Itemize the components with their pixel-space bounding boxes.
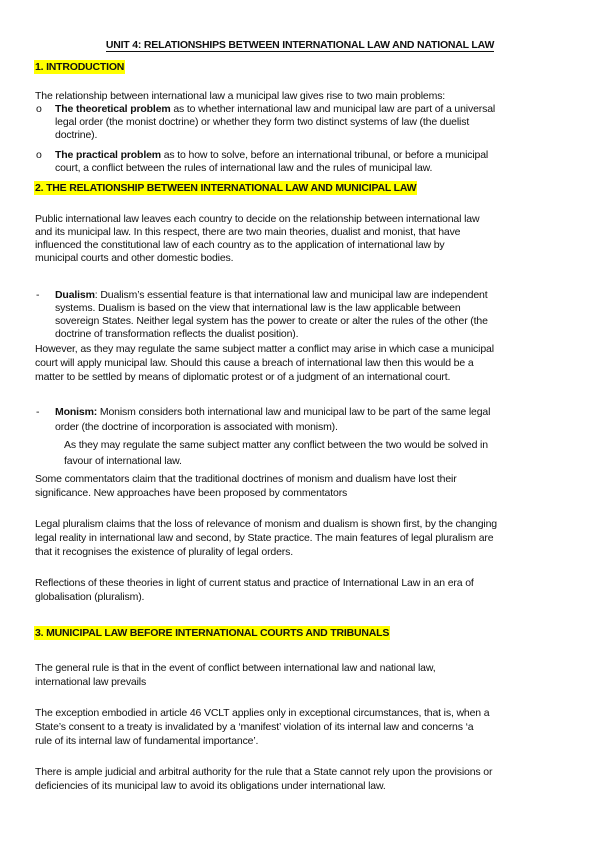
paragraph-line: Some commentators claim that the traditional doctrines of monism and dualism have lost their <box>35 473 457 485</box>
monism-line: favour of international law. <box>64 455 182 467</box>
circle-bullet-icon: o <box>36 149 42 161</box>
page-title: UNIT 4: RELATIONSHIPS BETWEEN INTERNATIONAL LAW AND NATIONAL LAW <box>105 39 495 51</box>
paragraph-line: legal reality in international law and second, by State practice. The main features of legal pluralism are <box>35 532 494 544</box>
paragraph-line: Reflections of these theories in light of current status and practice of International Law in an era of <box>35 577 474 589</box>
paragraph-line: Legal pluralism claims that the loss of relevance of monism and dualism is shown first, by the changing <box>35 518 497 530</box>
intro-item1-line: legal order (the monist doctrine) or whether they form two distinct systems of law (the duelist <box>55 116 470 128</box>
dash-bullet-icon: - <box>36 289 40 301</box>
dualism-line: systems. Dualism is based on the view that international law is the law applicable between <box>55 302 461 314</box>
intro-item1-line: The theoretical problem as to whether international law and municipal law are part of a universal <box>55 103 496 115</box>
monism-line: order (the doctrine of incorporation is associated with monism). <box>55 421 338 433</box>
section-heading-introduction: 1. INTRODUCTION <box>35 61 125 73</box>
section-heading-relationship: 2. THE RELATIONSHIP BETWEEN INTERNATIONAL LAW AND MUNICIPAL LAW <box>35 182 417 194</box>
monism-line: As they may regulate the same subject matter any conflict between the two would be solved in <box>64 439 488 451</box>
paragraph-line: The general rule is that in the event of conflict between international law and national law, <box>35 662 436 674</box>
paragraph-line: matter to be settled by means of diplomatic protest or of a judgment of an international court. <box>35 371 451 383</box>
intro-item2-line: The practical problem as to how to solve, before an international tribunal, or before a municipal <box>55 149 489 161</box>
intro-lead: The relationship between international law a municipal law gives rise to two main problems: <box>35 90 446 102</box>
dualism-line: Dualism: Dualism’s essential feature is that international law and municipal law are independent <box>55 289 488 301</box>
monism-line: Monism: Monism considers both international law and municipal law to be part of the same legal <box>55 406 491 418</box>
paragraph-line: influenced the constitutional law of each country as to the application of international law by <box>35 239 445 251</box>
dash-bullet-icon: - <box>36 406 40 418</box>
paragraph-line: The exception embodied in article 46 VCLT applies only in exceptional circumstances, that is, when a <box>35 707 490 719</box>
paragraph-line: that it recognises the existence of plurality of legal orders. <box>35 546 294 558</box>
dualism-line: sovereign States. Neither legal system has the power to create or alter the rules of the other (the <box>55 315 488 327</box>
paragraph-line: However, as they may regulate the same subject matter a conflict may arise in which case a municipal <box>35 343 494 355</box>
paragraph-line: and its municipal law. In this respect, there are two main theories, dualist and monist, that have <box>35 226 461 238</box>
paragraph-line: globalisation (pluralism). <box>35 591 145 603</box>
paragraph-line: municipal courts and other domestic bodies. <box>35 252 234 264</box>
section-heading-municipal-law: 3. MUNICIPAL LAW BEFORE INTERNATIONAL COURTS AND TRIBUNALS <box>35 627 390 639</box>
paragraph-line: There is ample judicial and arbitral authority for the rule that a State cannot rely upon the provisions or <box>35 766 493 778</box>
intro-item2-line: court, a conflict between the rules of international law and the rules of municipal law. <box>55 162 433 174</box>
paragraph-line: State’s consent to a treaty is invalidated by a ‘manifest’ violation of its internal law and concerns ‘a <box>35 721 474 733</box>
paragraph-line: significance. New approaches have been proposed by commentators <box>35 487 348 499</box>
paragraph-line: international law prevails <box>35 676 147 688</box>
paragraph-line: court will apply municipal law. Should this cause a breach of international law then this would be a <box>35 357 474 369</box>
paragraph-line: Public international law leaves each country to decide on the relationship between international law <box>35 213 480 225</box>
dualism-line: doctrine of transformation reflects the dualist position). <box>55 328 299 340</box>
intro-item1-line: doctrine). <box>55 129 98 141</box>
paragraph-line: deficiencies of its municipal law to avoid its obligations under international law. <box>35 780 386 792</box>
circle-bullet-icon: o <box>36 103 42 115</box>
paragraph-line: rule of its internal law of fundamental importance’. <box>35 735 259 747</box>
